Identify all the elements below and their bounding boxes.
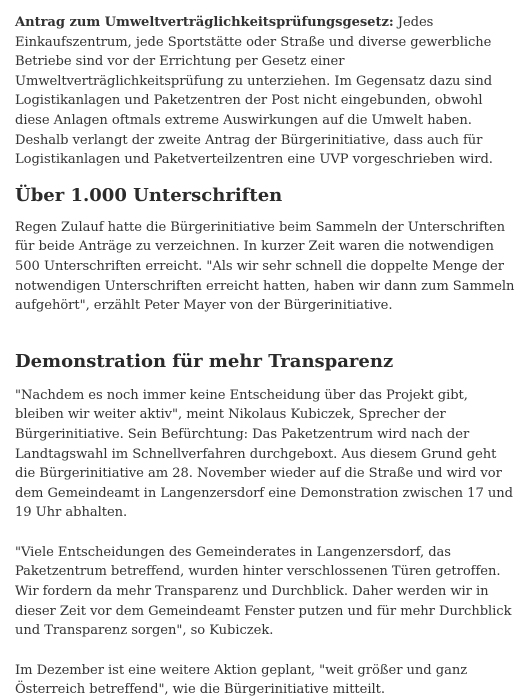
intro-paragraph	[15, 13, 520, 170]
section-heading-demonstration: Demonstration für mehr Transparenz	[15, 350, 394, 372]
demonstration-paragraph-1: "Nachdem es noch immer keine Entscheidung über das Projekt gibt, bleiben wir weiter aktiv", meint Nikolaus Kubiczek, Sprecher der Bürgerinitiative. Sein Befürchtung: Das Paketzentrum wird nach der Landtagswahl im Schnellverfahren durchgeboxt. Aus diesem Grund geht die Bürgerinitiative am 28. November wieder auf die Straße und wird vor dem Gemeindeamt in Langenzersdorf eine Demonstration zwischen 17 und 19 Uhr abhalten.	[15, 387, 513, 521]
demonstration-paragraph-3: Im Dezember ist eine weitere Aktion geplant, "weit größer und ganz Österreich betreffend", wie die Bürgerinitiative mitteilt.	[15, 662, 468, 698]
intro-text: Jedes Einkaufszentrum, jede Sportstätte oder Straße und diverse gewerbliche Betriebe sind vor der Errichtung per Gesetz einer Umweltverträglichkeitsprüfung zu unterziehen. Im Gegensatz dazu sind Logistikanlagen und Paketzentren der Post nicht eingebunden, obwohl diese Anlagen oftmals extreme Auswirkungen auf die Umwelt haben. Deshalb verlangt der zweite Antrag der Bürgerinitiative, dass auch für Logistikanlagen und Paketverteilzentren eine UVP vorgeschrieben wird.	[15, 15, 493, 168]
intro-lead: Antrag zum Umweltverträglichkeitsprüfungsgesetz:	[15, 15, 394, 30]
signatures-paragraph: Regen Zulauf hatte die Bürgerinitiative beim Sammeln der Unterschriften für beide Anträge zu verzeichnen. In kurzer Zeit waren die notwendigen 500 Unterschriften erreicht. "Als wir sehr schnell die doppelte Menge der notwendigen Unterschriften erreicht hatten, haben wir dann zum Sammeln aufgehört", erzählt Peter Mayer von der Bürgerinitiative.	[15, 219, 515, 314]
section-heading-signatures: Über 1.000 Unterschriften	[15, 184, 283, 206]
demonstration-paragraph-2: "Viele Entscheidungen des Gemeinderates in Langenzersdorf, das Paketzentrum betreffend, wurden hinter verschlossenen Türen getroffen. Wir fordern da mehr Transparenz und Durchblick. Daher werden wir in dieser Zeit vor dem Gemeindeamt Fenster putzen und für mehr Durchblick und Transparenz sorgen", so Kubiczek.	[15, 544, 512, 639]
